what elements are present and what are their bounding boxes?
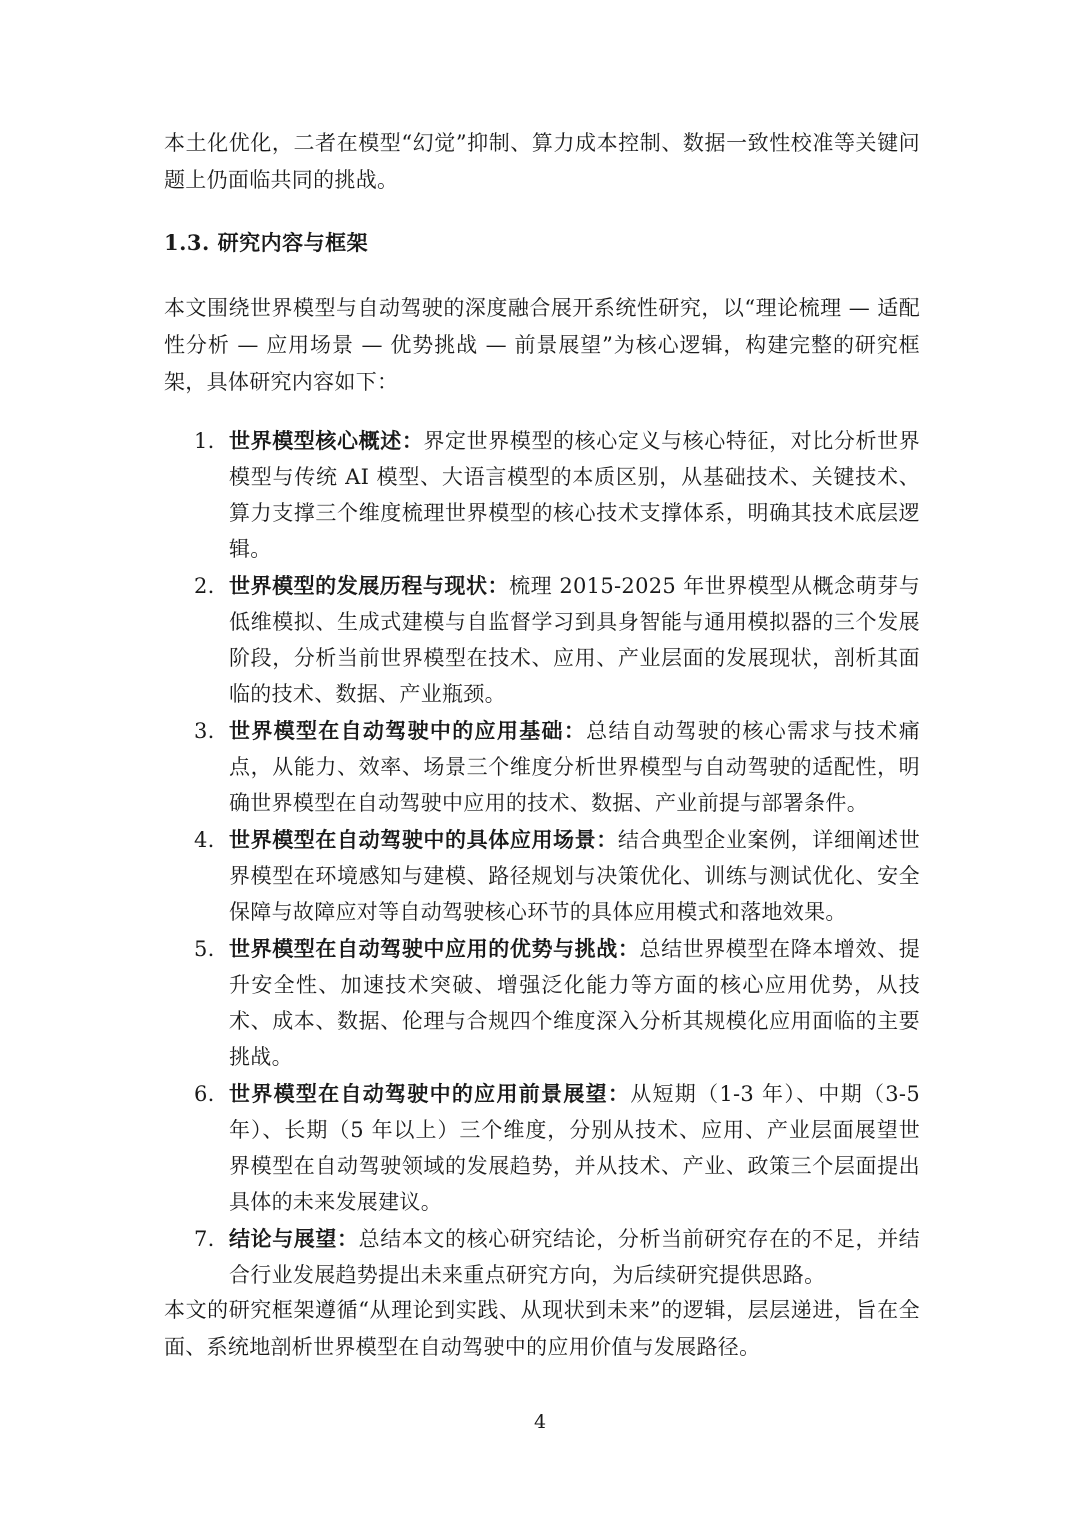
list-item-title: 世界模型的发展历程与现状： xyxy=(229,573,510,598)
list-item-text: 从短期（1-3 年）、中期（3-5 年）、长期（5 年以上）三个维度，分别从技术、应用、产业层面展望世界模型在自动驾驶领域的发展趋势，并从技术、产业、政策三个层面提出具体的未来发展建议。 xyxy=(229,1082,920,1214)
list-item-title: 世界模型在自动驾驶中应用的优势与挑战： xyxy=(229,936,640,961)
page-number: 4 xyxy=(533,1411,547,1433)
list-item-number: 2. xyxy=(194,574,215,598)
list-item-text: 总结自动驾驶的核心需求与技术痛点，从能力、效率、场景三个维度分析世界模型与自动驾驶的适配性，明确世界模型在自动驾驶中应用的技术、数据、产业前提与部署条件。 xyxy=(229,719,920,815)
list-item-text: 梳理 2015-2025 年世界模型从概念萌芽与低维模拟、生成式建模与自监督学习到具身智能与通用模拟器的三个发展阶段，分析当前世界模型在技术、应用、产业层面的发展现状，剖析其面临的技术、数据、产业瓶颈。 xyxy=(229,574,920,706)
framework-intro-paragraph: 本文围绕世界模型与自动驾驶的深度融合展开系统性研究，以“理论梳理 — 适配性分析 — 应用场景 — 优势挑战 — 前景展望”为核心逻辑，构建完整的研究框架，具体研究内容如下： xyxy=(164,296,920,394)
list-item xyxy=(194,713,920,821)
list-item-text: 结合典型企业案例，详细阐述世界模型在环境感知与建模、路径规划与决策优化、训练与测试优化、安全保障与故障应对等自动驾驶核心环节的具体应用模式和落地效果。 xyxy=(229,828,920,924)
section-heading: 1.3. 研究内容与框架 xyxy=(164,230,369,255)
research-content-list xyxy=(194,423,920,1294)
list-item-number: 5. xyxy=(194,937,215,961)
list-item-number: 6. xyxy=(194,1082,215,1106)
list-item-title: 世界模型在自动驾驶中的具体应用场景： xyxy=(229,827,618,852)
list-item-title: 结论与展望： xyxy=(229,1226,359,1251)
list-item xyxy=(194,931,920,1075)
conclusion-paragraph: 本文的研究框架遵循“从理论到实践、从现状到未来”的逻辑，层层递进，旨在全面、系统地剖析世界模型在自动驾驶中的应用价值与发展路径。 xyxy=(164,1298,920,1359)
list-item-title: 世界模型核心概述： xyxy=(229,428,424,453)
list-item-number: 4. xyxy=(194,828,215,852)
list-item-title: 世界模型在自动驾驶中的应用基础： xyxy=(229,718,587,743)
list-item xyxy=(194,822,920,930)
list-item-number: 1. xyxy=(194,429,215,453)
list-item-number: 3. xyxy=(194,719,215,743)
list-item xyxy=(194,1076,920,1220)
list-item-text: 总结世界模型在降本增效、提升安全性、加速技术突破、增强泛化能力等方面的核心应用优势，从技术、成本、数据、伦理与合规四个维度深入分析其规模化应用面临的主要挑战。 xyxy=(229,937,921,1069)
list-item-text: 总结本文的核心研究结论，分析当前研究存在的不足，并结合行业发展趋势提出未来重点研究方向，为后续研究提供思路。 xyxy=(229,1227,920,1287)
list-item-number: 7. xyxy=(194,1227,215,1251)
list-item-text: 界定世界模型的核心定义与核心特征，对比分析世界模型与传统 AI 模型、大语言模型的本质区别，从基础技术、关键技术、算力支撑三个维度梳理世界模型的核心技术支撑体系，明确其技术底层逻辑。 xyxy=(229,429,920,561)
list-item xyxy=(194,423,920,567)
list-item xyxy=(194,1221,920,1293)
list-item-title: 世界模型在自动驾驶中的应用前景展望： xyxy=(229,1081,631,1106)
intro-paragraph: 本土化优化，二者在模型“幻觉”抑制、算力成本控制、数据一致性校准等关键问题上仍面临共同的挑战。 xyxy=(164,131,920,192)
list-item xyxy=(194,568,920,712)
